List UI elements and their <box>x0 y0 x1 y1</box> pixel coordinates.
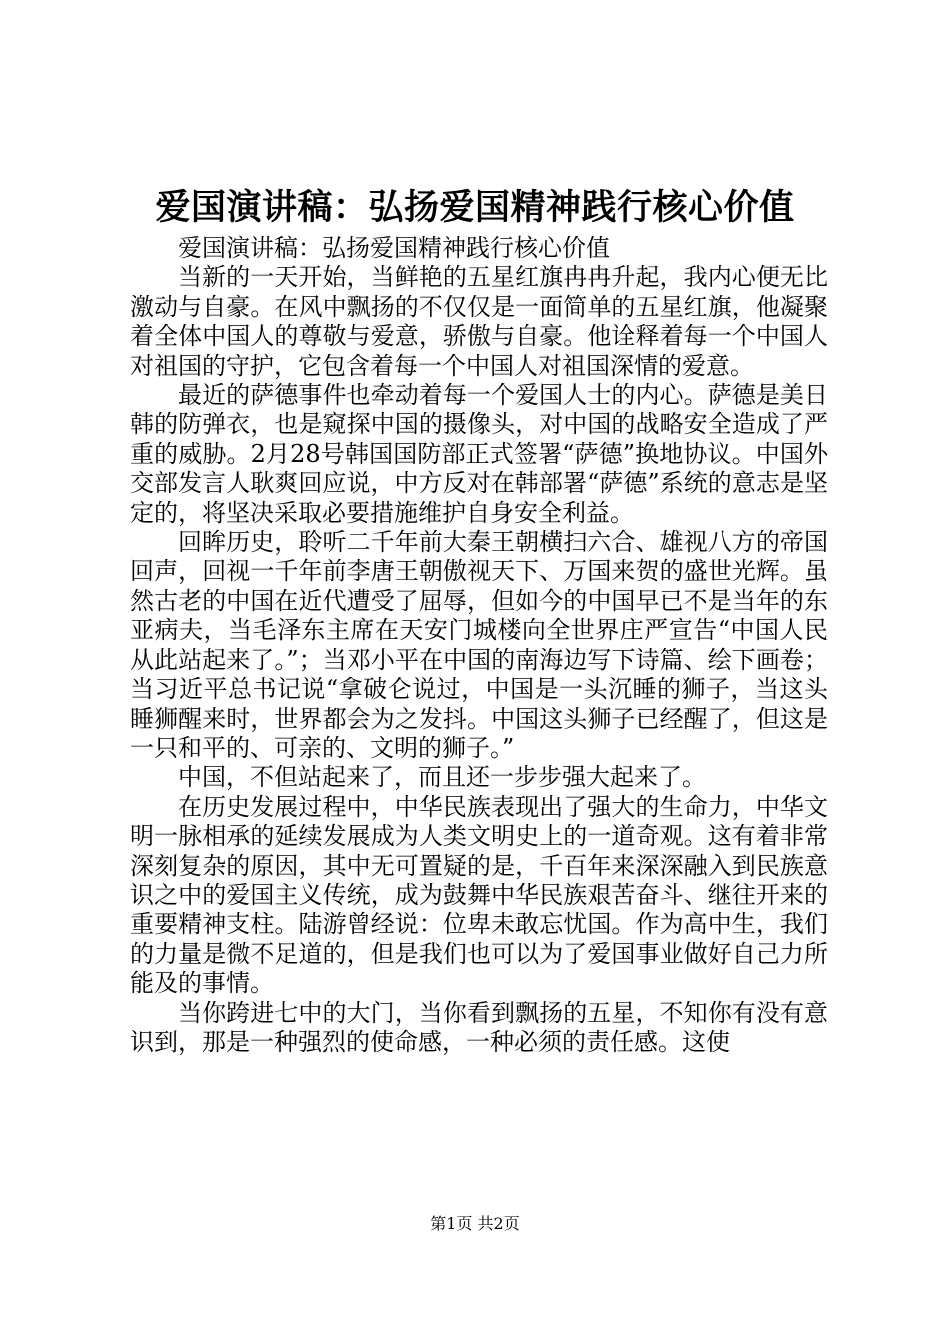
paragraph-heading-repeat: 爱国演讲稿：弘扬爱国精神践行核心价值 <box>178 234 610 262</box>
page-footer: 第1页 共2页 <box>430 1214 520 1233</box>
paragraph-patriotism: 在历史发展过程中，中华民族表现出了强大的生命力，中华文明一脉相承的延续发展成为人类文明史上的一道奇观。这有着非常深刻复杂的原因，其中无可置疑的是，千百年来深深融入到民族意识之中的爱国主义传统，成为鼓舞中华民族艰苦奋斗、继往开来的重要精神支柱。陆游曾经说：位卑未敢忘忧国。作为高中生，我们的力量是微不足道的，但是我们也可以为了爱国事业做好自己力所能及的事情。 <box>130 792 828 998</box>
document-title: 爱国演讲稿：弘扬爱国精神践行核心价值 <box>155 188 795 228</box>
paragraph-flag: 当新的一天开始，当鲜艳的五星红旗冉冉升起，我内心便无比激动与自豪。在风中飘扬的不仅仅是一面简单的五星红旗，他凝聚着全体中国人的尊敬与爱意，骄傲与自豪。他诠释着每一个中国人对祖国的守护，它包含着每一个中国人对祖国深情的爱意。 <box>130 263 828 380</box>
document-body <box>130 234 828 1087</box>
paragraph-school: 当你跨进七中的大门，当你看到飘扬的五星，不知你有没有意识到，那是一种强烈的使命感，一种必须的责任感。这使 <box>130 998 828 1056</box>
paragraph-history: 回眸历史，聆听二千年前大秦王朝横扫六合、雄视八方的帝国回声，回视一千年前李唐王朝傲视天下、万国来贺的盛世光辉。虽然古老的中国在近代遭受了屈辱，但如今的中国早已不是当年的东亚病夫，当毛泽东主席在天安门城楼向全世界庄严宣告“中国人民从此站起来了。”；当邓小平在中国的南海边写下诗篇、绘下画卷；当习近平总书记说“拿破仑说过，中国是一头沉睡的狮子，当这头睡狮醒来时，世界都会为之发抖。中国这头狮子已经醒了，但这是一只和平的、可亲的、文明的狮子。” <box>130 528 828 762</box>
paragraph-china-rise: 中国，不但站起来了，而且还一步步强大起来了。 <box>178 763 706 792</box>
paragraph-thaad: 最近的萨德事件也牵动着每一个爱国人士的内心。萨德是美日韩的防弹衣，也是窥探中国的摄像头，对中国的战略安全造成了严重的威胁。2月28号韩国国防部正式签署“萨德”换地协议。中国外交部发言人耿爽回应说，中方反对在韩部署“萨德”系统的意志是坚定的，将坚决采取必要措施维护自身安全利益。 <box>130 381 828 527</box>
